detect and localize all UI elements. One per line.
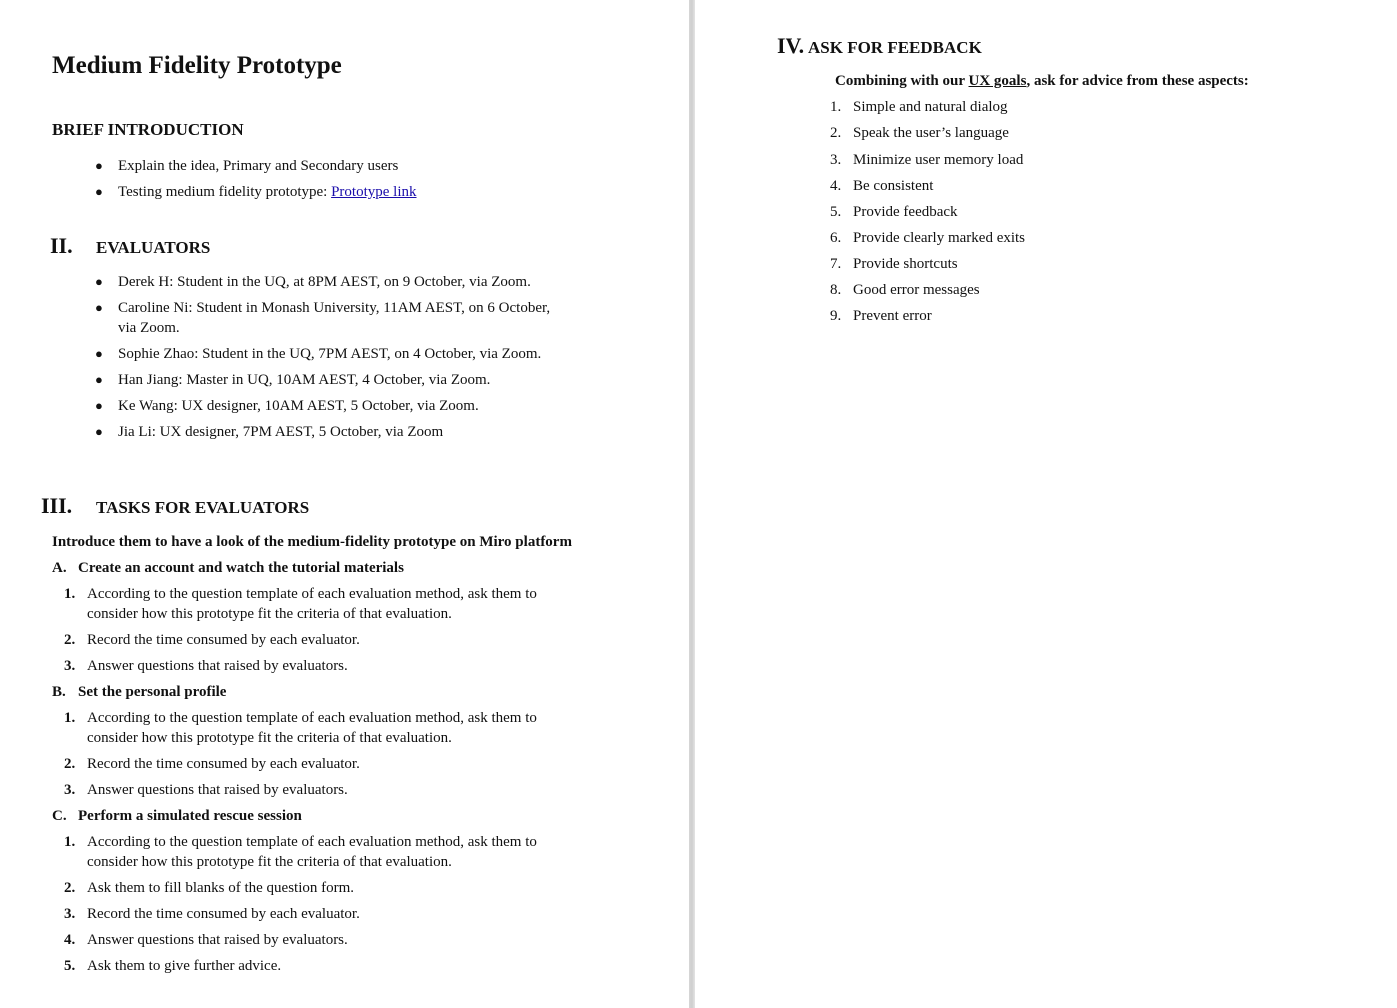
aspect-number: 7. xyxy=(830,256,842,272)
section-heading-evaluators: EVALUATORS xyxy=(96,238,211,257)
task-step: According to the question template of each evaluation method, ask them to xyxy=(87,586,537,602)
task-step-continuation: consider how this prototype fit the criteria of that evaluation. xyxy=(87,730,452,746)
bullet-icon: ● xyxy=(95,274,103,289)
aspect-number: 9. xyxy=(830,308,842,324)
aspect-item: Provide feedback xyxy=(853,204,958,220)
task-step: According to the question template of each evaluation method, ask them to xyxy=(87,710,537,726)
evaluator-item: Sophie Zhao: Student in the UQ, 7PM AEST, on 4 October, via Zoom. xyxy=(118,346,542,362)
intro-item-label: Testing medium fidelity prototype: xyxy=(118,184,332,200)
aspect-item: Simple and natural dialog xyxy=(853,99,1008,115)
section-numeral: II. xyxy=(50,233,73,258)
aspect-item: Good error messages xyxy=(853,282,980,298)
step-number: 3. xyxy=(64,658,76,674)
aspect-item: Provide clearly marked exits xyxy=(853,230,1026,246)
aspect-number: 1. xyxy=(830,99,842,115)
step-number: 2. xyxy=(64,632,76,648)
aspect-number: 4. xyxy=(830,178,842,194)
prototype-link[interactable]: Prototype link xyxy=(331,184,417,200)
section-numeral: III. xyxy=(41,493,73,518)
step-number: 1. xyxy=(64,586,76,602)
evaluator-item: Ke Wang: UX designer, 10AM AEST, 5 October, via Zoom. xyxy=(118,398,479,414)
bullet-icon: ● xyxy=(95,184,103,199)
bullet-icon: ● xyxy=(95,372,103,387)
document-title: Medium Fidelity Prototype xyxy=(52,52,342,79)
section-numeral: IV. xyxy=(777,33,805,58)
task-step: Record the time consumed by each evaluator. xyxy=(87,906,360,922)
task-step: Record the time consumed by each evaluator. xyxy=(87,756,360,772)
aspect-item: Speak the user’s language xyxy=(853,125,1009,141)
task-step: Answer questions that raised by evaluators. xyxy=(87,782,348,798)
aspect-number: 2. xyxy=(830,125,842,141)
step-number: 3. xyxy=(64,782,76,798)
evaluator-item: Derek H: Student in the UQ, at 8PM AEST, on 9 October, via Zoom. xyxy=(118,274,531,290)
step-number: 1. xyxy=(64,834,76,850)
task-group-title: Create an account and watch the tutorial materials xyxy=(78,560,404,576)
step-number: 2. xyxy=(64,756,76,772)
task-group-letter: C. xyxy=(52,808,67,824)
aspect-number: 5. xyxy=(830,204,842,220)
task-group-letter: A. xyxy=(52,560,67,576)
intro-item xyxy=(118,182,417,202)
bullet-icon: ● xyxy=(95,346,103,361)
aspect-item: Prevent error xyxy=(853,308,932,324)
aspect-number: 6. xyxy=(830,230,842,246)
evaluator-item: Jia Li: UX designer, 7PM AEST, 5 October, via Zoom xyxy=(118,424,444,440)
aspect-number: 8. xyxy=(830,282,842,298)
section-heading-tasks: TASKS FOR EVALUATORS xyxy=(96,498,310,517)
task-step: Record the time consumed by each evaluator. xyxy=(87,632,360,648)
feedback-lead-text: Combining with our xyxy=(835,73,969,89)
aspect-item: Be consistent xyxy=(853,178,934,194)
step-number: 4. xyxy=(64,932,76,948)
section-heading-feedback: ASK FOR FEEDBACK xyxy=(808,38,982,57)
task-step: According to the question template of each evaluation method, ask them to xyxy=(87,834,537,850)
evaluator-item: Han Jiang: Master in UQ, 10AM AEST, 4 October, via Zoom. xyxy=(118,372,491,388)
task-step: Answer questions that raised by evaluators. xyxy=(87,932,348,948)
ux-goals-link[interactable]: UX goals xyxy=(968,73,1027,89)
task-group-letter: B. xyxy=(52,684,66,700)
feedback-lead-text: , ask for advice from these aspects: xyxy=(1026,73,1249,89)
evaluator-item: Caroline Ni: Student in Monash University, 11AM AEST, on 6 October, xyxy=(118,300,551,316)
bullet-icon: ● xyxy=(95,398,103,413)
task-step-continuation: consider how this prototype fit the criteria of that evaluation. xyxy=(87,606,452,622)
section-heading-intro: BRIEF INTRODUCTION xyxy=(52,120,244,139)
step-number: 1. xyxy=(64,710,76,726)
step-number: 2. xyxy=(64,880,76,896)
evaluator-item-continuation: via Zoom. xyxy=(118,320,180,336)
document-page-right xyxy=(695,0,1397,1008)
intro-item: Explain the idea, Primary and Secondary users xyxy=(118,158,399,174)
aspect-number: 3. xyxy=(830,152,842,168)
document-page-left xyxy=(0,0,689,1008)
step-number: 5. xyxy=(64,958,76,974)
bullet-icon: ● xyxy=(95,158,103,173)
task-step-continuation: consider how this prototype fit the criteria of that evaluation. xyxy=(87,854,452,870)
task-group-title: Set the personal profile xyxy=(78,684,227,700)
aspect-item: Provide shortcuts xyxy=(853,256,958,272)
bullet-icon: ● xyxy=(95,300,103,315)
task-step: Answer questions that raised by evaluators. xyxy=(87,658,348,674)
step-number: 3. xyxy=(64,906,76,922)
tasks-intro: Introduce them to have a look of the medium-fidelity prototype on Miro platform xyxy=(52,534,572,550)
feedback-lead xyxy=(835,71,1249,91)
bullet-icon: ● xyxy=(95,424,103,439)
task-group-title: Perform a simulated rescue session xyxy=(78,808,302,824)
aspect-item: Minimize user memory load xyxy=(853,152,1024,168)
task-step: Ask them to give further advice. xyxy=(87,958,282,974)
task-step: Ask them to fill blanks of the question form. xyxy=(87,880,355,896)
